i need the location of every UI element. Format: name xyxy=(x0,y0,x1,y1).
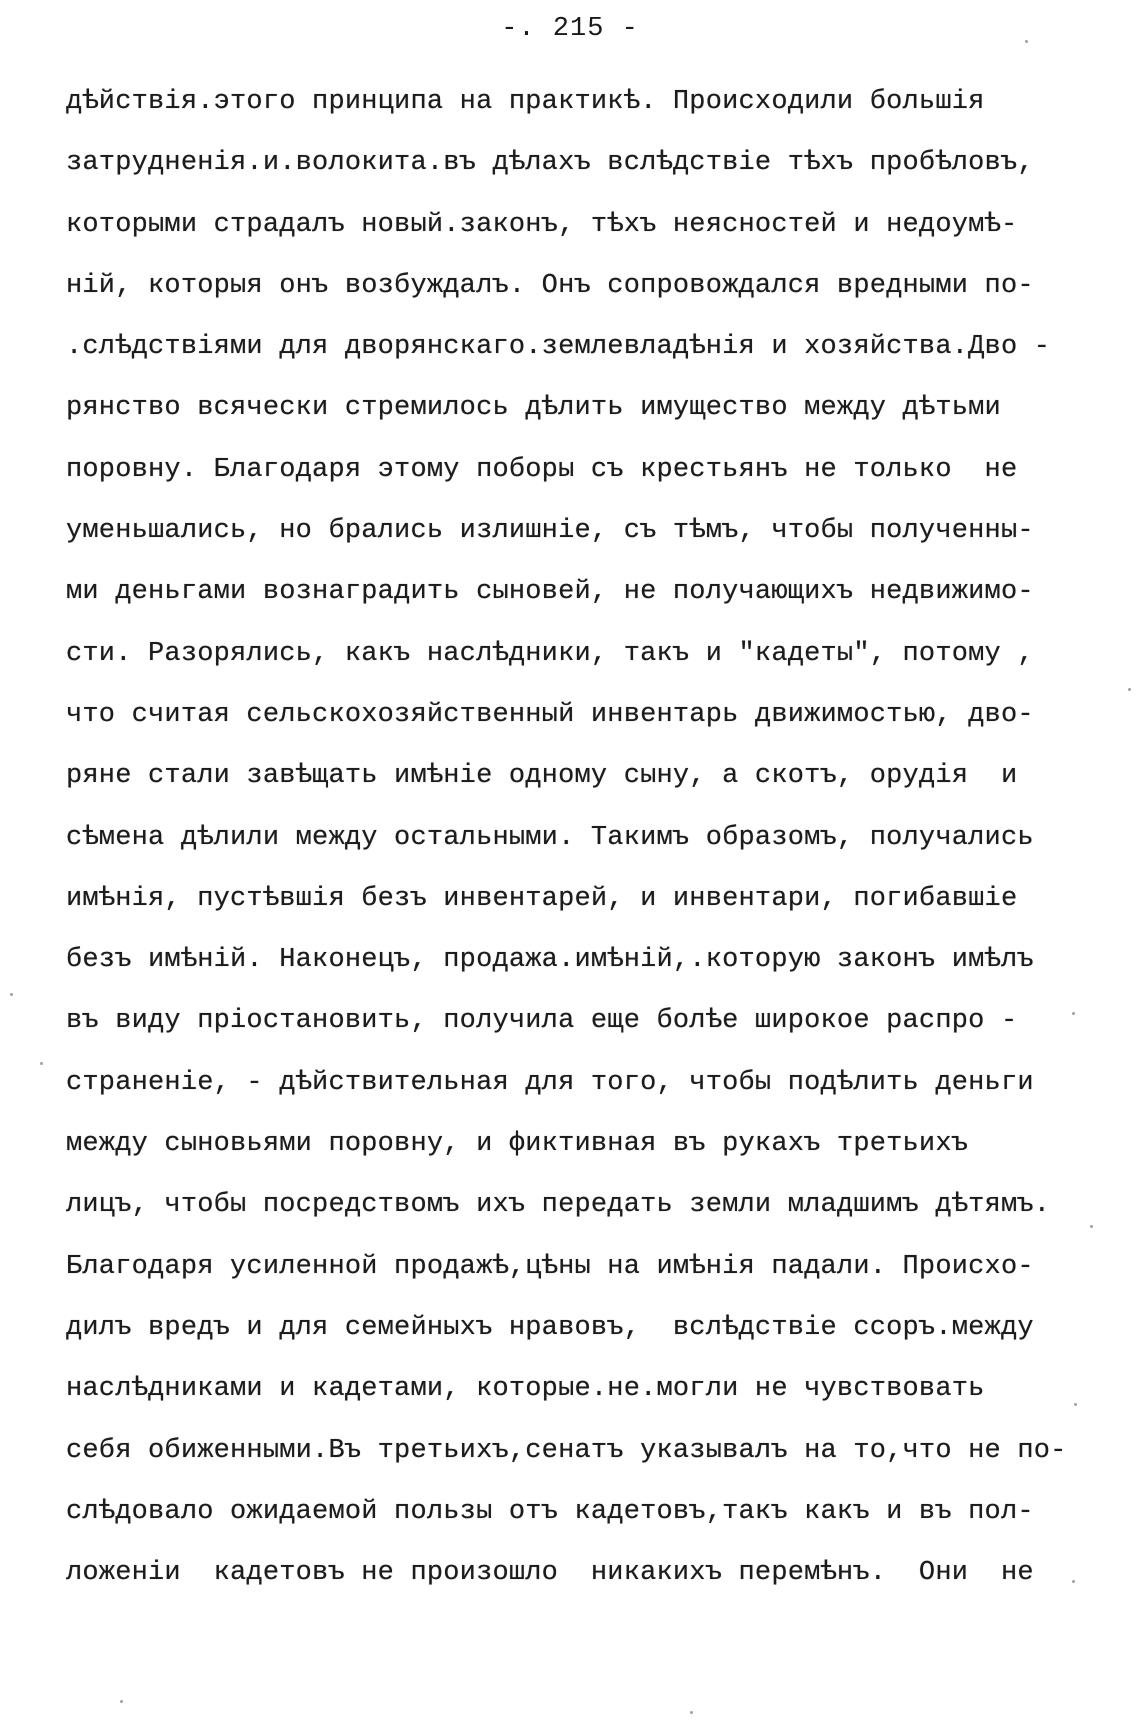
text-line: сѣмена дѣлили между остальными. Такимъ образомъ, получались xyxy=(66,822,1034,853)
text-line: ряне стали завѣщать имѣніе одному сыну, а скотъ, орудія и xyxy=(66,761,1018,792)
body-text xyxy=(66,72,1076,1604)
text-line: уменьшались, но брались излишніе, съ тѣмъ, чтобы полученны- xyxy=(66,516,1034,547)
scan-speck xyxy=(1128,688,1131,691)
text-line: рянство всячески стремилось дѣлить имущество между дѣтьми xyxy=(66,393,1001,424)
scan-speck xyxy=(120,1700,123,1703)
scan-speck xyxy=(1074,1403,1077,1406)
text-line: въ виду пріостановить, получила еще болѣе широкое распро - xyxy=(66,1006,1018,1037)
scan-speck xyxy=(690,1711,693,1714)
scan-speck xyxy=(10,993,13,996)
scan-speck xyxy=(1090,1225,1093,1228)
text-line: ній, которыя онъ возбуждалъ. Онъ сопровождался вредными по- xyxy=(66,270,1034,301)
text-line: дѣйствія.этого принципа на практикѣ. Происходили большія xyxy=(66,87,985,117)
text-line: ложеніи кадетовъ не произошло никакихъ перемѣнъ. Они не xyxy=(66,1558,1034,1589)
text-line: затрудненія.и.волокита.въ дѣлахъ вслѣдствіе тѣхъ пробѣловъ, xyxy=(66,148,1034,179)
text-line: сти. Разорялись, какъ наслѣдники, такъ и "кадеты", потому , xyxy=(66,638,1034,669)
text-line: дилъ вредъ и для семейныхъ нравовъ, вслѣдствіе ссоръ.между xyxy=(66,1312,1034,1343)
scan-speck xyxy=(1072,1580,1075,1583)
text-line: себя обиженными.Въ третьихъ,сенатъ указывалъ на то,что не по- xyxy=(66,1435,1067,1466)
text-line: .слѣдствіями для дворянскаго.землевладѣнія и хозяйства.Дво - xyxy=(66,332,1051,363)
scan-speck xyxy=(40,1062,43,1065)
scan-speck xyxy=(1025,40,1028,43)
text-line: лицъ, чтобы посредствомъ ихъ передать земли младшимъ дѣтямъ. xyxy=(66,1190,1051,1221)
text-line: безъ имѣній. Наконецъ, продажа.имѣній,.которую законъ имѣлъ xyxy=(66,945,1034,976)
text-line: поровну. Благодаря этому поборы съ крестьянъ не только не xyxy=(66,454,1018,485)
page-number: -. 215 - xyxy=(501,14,639,44)
text-line: которыми страдалъ новый.законъ, тѣхъ неясностей и недоумѣ- xyxy=(66,209,1018,240)
text-line: ми деньгами вознаградить сыновей, не получающихъ недвижимо- xyxy=(66,577,1034,608)
text-line: Благодаря усиленной продажѣ,цѣны на имѣнія падали. Происхо- xyxy=(66,1251,1034,1282)
text-line: между сыновьями поровну, и фиктивная въ рукахъ третьихъ xyxy=(66,1129,969,1160)
text-line: наслѣдниками и кадетами, которые.не.могли не чувствовать xyxy=(66,1374,985,1405)
text-line: страненіе, - дѣйствительная для того, чтобы подѣлить деньги xyxy=(66,1067,1034,1098)
scan-speck xyxy=(1072,1012,1075,1015)
text-line: имѣнія, пустѣвшія безъ инвентарей, и инвентари, погибавшіе xyxy=(66,883,1018,914)
text-line: слѣдовало ожидаемой пользы отъ кадетовъ,такъ какъ и въ пол- xyxy=(66,1496,1034,1527)
text-line: что считая сельскохозяйственный инвентарь движимостью, дво- xyxy=(66,699,1034,730)
